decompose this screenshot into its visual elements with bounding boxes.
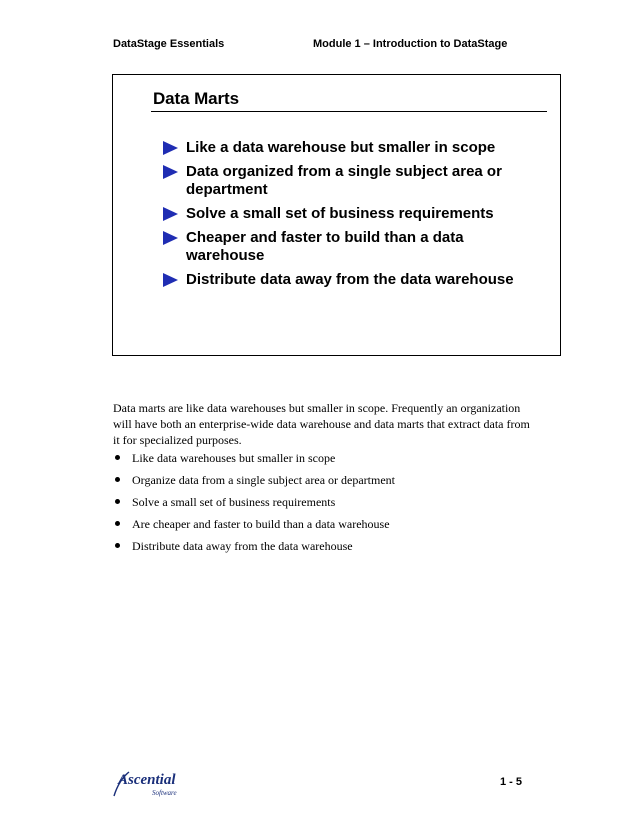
slide-bullet bbox=[163, 271, 543, 289]
slide-bullet-text: Distribute data away from the data warehouse bbox=[186, 271, 514, 288]
slide-bullet-text: Solve a small set of business requirements bbox=[186, 205, 494, 222]
triangle-bullet-icon bbox=[163, 231, 178, 245]
slide-title-rule bbox=[151, 111, 547, 112]
bullet-dot-icon bbox=[115, 499, 120, 504]
ascential-logo bbox=[112, 770, 202, 802]
slide-bullet bbox=[163, 163, 543, 199]
page-number: 1 - 5 bbox=[500, 776, 523, 788]
body-paragraph: Data marts are like data warehouses but smaller in scope. Frequently an organization will have both an enterprise-wide data warehouse and data marts that extract data from it for specialized purposes. bbox=[113, 401, 530, 447]
bullet-dot-icon bbox=[115, 543, 120, 548]
body-bullet-text: Solve a small set of business requirements bbox=[132, 495, 336, 509]
bullet-dot-icon bbox=[115, 477, 120, 482]
triangle-bullet-icon bbox=[163, 273, 178, 287]
body-bullet bbox=[113, 516, 533, 538]
slide-bullet bbox=[163, 139, 543, 157]
triangle-bullet-icon bbox=[163, 141, 178, 155]
body-bullet bbox=[113, 450, 533, 472]
triangle-bullet-icon bbox=[163, 165, 178, 179]
slide-bullet-list bbox=[163, 139, 543, 295]
logo-subtext: Software bbox=[152, 789, 177, 797]
slide-bullet bbox=[163, 229, 543, 265]
body-bullet-text: Organize data from a single subject area or department bbox=[132, 473, 395, 487]
body-bullet-list bbox=[113, 450, 533, 560]
slide-bullet-text: Cheaper and faster to build than a data warehouse bbox=[186, 229, 464, 264]
body-bullet bbox=[113, 538, 533, 560]
bullet-dot-icon bbox=[115, 521, 120, 526]
body-bullet-text: Distribute data away from the data warehouse bbox=[132, 539, 353, 553]
slide-bullet-text: Data organized from a single subject area or department bbox=[186, 163, 502, 198]
slide-bullet bbox=[163, 205, 543, 223]
body-bullet bbox=[113, 472, 533, 494]
slide-title: Data Marts bbox=[153, 89, 239, 108]
running-header-right: Module 1 – Introduction to DataStage bbox=[313, 38, 508, 50]
body-bullet-text: Are cheaper and faster to build than a data warehouse bbox=[132, 517, 390, 531]
running-header-left: DataStage Essentials bbox=[113, 38, 225, 50]
body-bullet-text: Like data warehouses but smaller in scope bbox=[132, 451, 336, 465]
bullet-dot-icon bbox=[115, 455, 120, 460]
slide-frame bbox=[112, 74, 561, 356]
body-bullet bbox=[113, 494, 533, 516]
triangle-bullet-icon bbox=[163, 207, 178, 221]
logo-wordmark: Ascential bbox=[118, 772, 176, 788]
slide-bullet-text: Like a data warehouse but smaller in scope bbox=[186, 139, 496, 156]
